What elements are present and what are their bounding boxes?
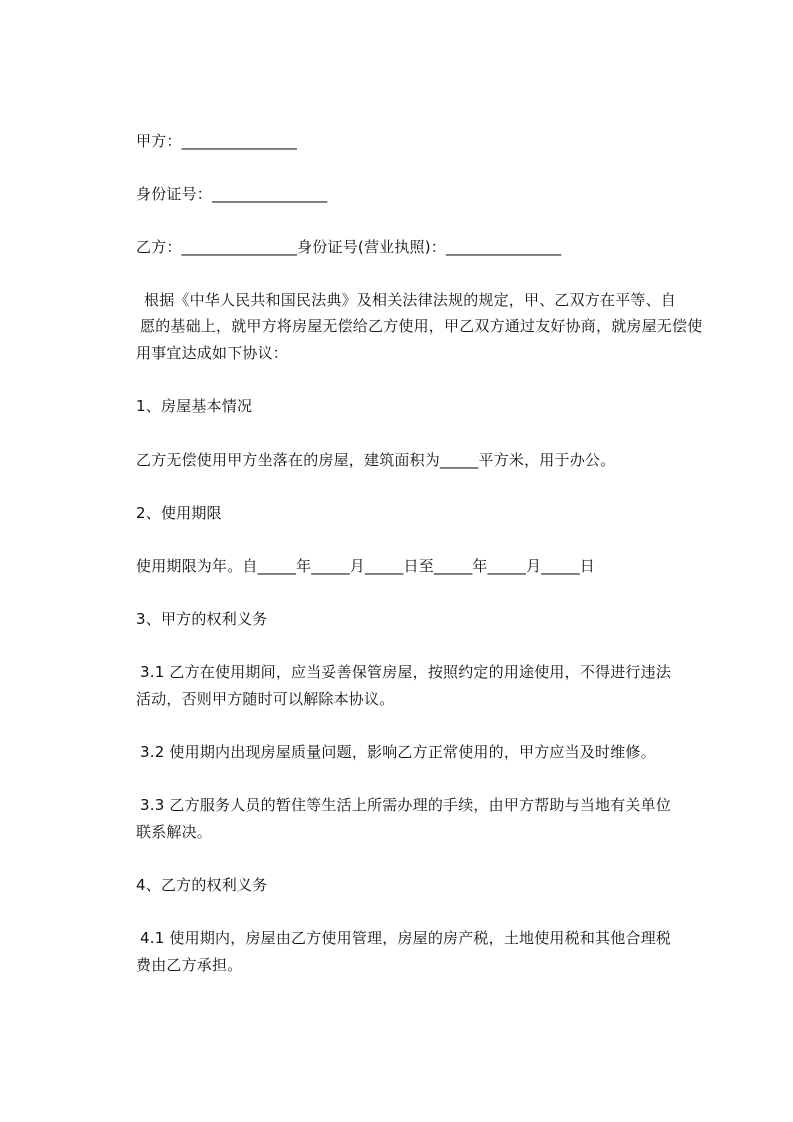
section-3-heading: 3、甲方的权利义务 <box>136 610 268 628</box>
id-number-line: 身份证号：_______________ <box>136 185 328 203</box>
party-b-line: 乙方：_______________身份证号(营业执照)：_______________ <box>136 238 562 256</box>
section-2-heading: 2、使用期限 <box>136 504 222 522</box>
section-3-item-3-line-2: 联系解决。 <box>136 823 213 841</box>
section-3-item-1-line-2: 活动，否则甲方随时可以解除本协议。 <box>136 690 395 708</box>
section-2-body: 使用期限为年。自_____年_____月_____日至_____年_____月_____日 <box>136 557 596 575</box>
preamble-line-2: 愿的基础上，就甲方将房屋无偿给乙方使用，甲乙双方通过友好协商，就房屋无偿使 <box>140 317 703 335</box>
section-1-body: 乙方无偿使用甲方坐落在的房屋，建筑面积为_____平方米，用于办公。 <box>136 451 616 469</box>
section-1-heading: 1、房屋基本情况 <box>136 397 253 415</box>
party-a-line: 甲方：_______________ <box>136 132 298 150</box>
preamble-line-1: 根据《中华人民共和国民法典》及相关法律法规的规定，甲、乙双方在平等、自 <box>144 291 677 309</box>
section-4-item-1-line-1: 4.1 使用期内，房屋由乙方使用管理，房屋的房产税，土地使用税和其他合理税 <box>140 929 672 947</box>
section-3-item-2: 3.2 使用期内出现房屋质量问题，影响乙方正常使用的，甲方应当及时维修。 <box>140 743 656 761</box>
section-4-heading: 4、乙方的权利义务 <box>136 876 268 894</box>
section-4-item-1-line-2: 费由乙方承担。 <box>136 956 243 974</box>
section-3-item-3-line-1: 3.3 乙方服务人员的暂住等生活上所需办理的手续，由甲方帮助与当地有关单位 <box>140 796 672 814</box>
section-3-item-1-line-1: 3.1 乙方在使用期间，应当妥善保管房屋，按照约定的用途使用，不得进行违法 <box>140 663 672 681</box>
preamble-line-3: 用事宜达成如下协议： <box>136 344 289 362</box>
